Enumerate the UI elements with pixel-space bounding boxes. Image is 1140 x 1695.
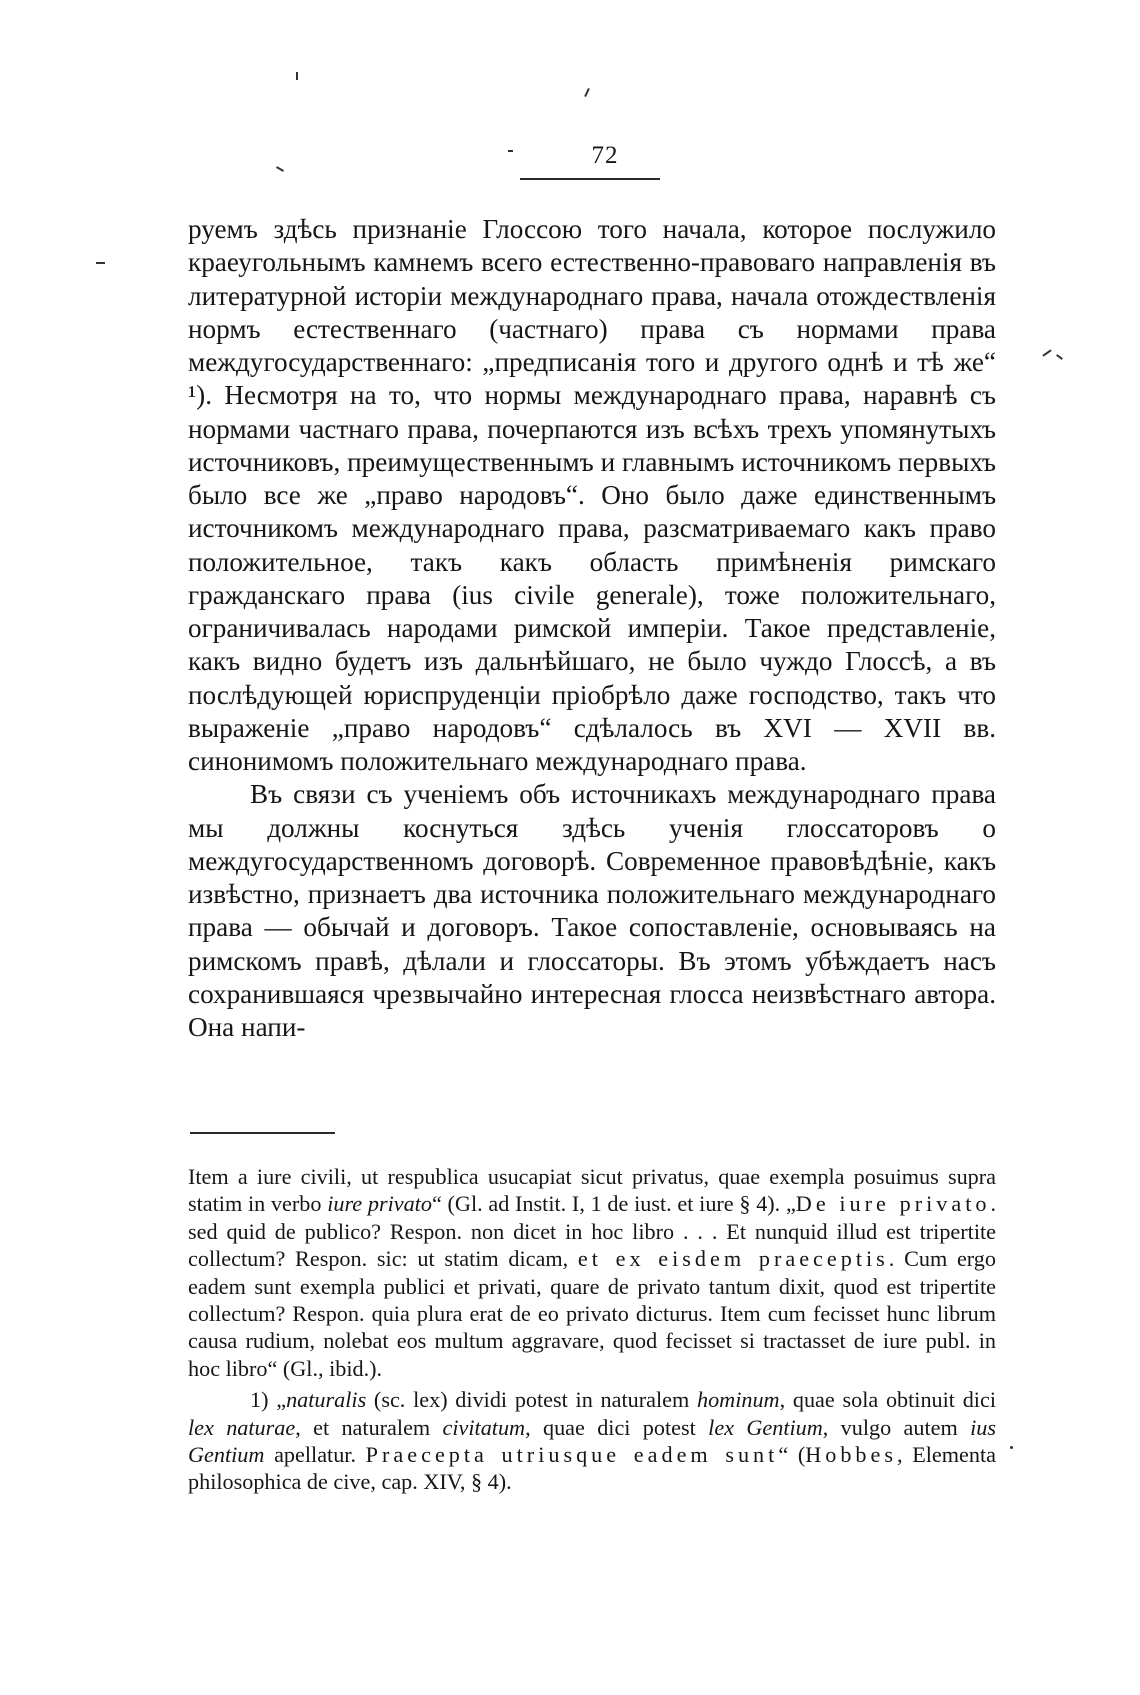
fn-marker: 1) „ xyxy=(250,1387,287,1413)
fn-text: . Cum ergo eadem sunt exempla publici et privati, quare de privato tantum dixit, quod est tripertite collectum? Respon. quia plura erat de eo privato dicturus. Item cum fecisset hunc librum causa rudium, nolebat eos multum aggravare, quod fecisset si tractasset de iure publ. in hoc libro“ (Gl., ibid.). xyxy=(188,1246,996,1381)
margin-mark xyxy=(296,72,298,80)
margin-mark xyxy=(508,150,513,152)
fn-text: , quae dici potest xyxy=(525,1414,709,1440)
main-text xyxy=(188,213,996,1044)
fn-text: (sc. lex) dividi potest in naturalem xyxy=(366,1387,697,1413)
fn-italic: naturalis xyxy=(286,1387,367,1413)
fn-italic: iure privato xyxy=(327,1191,432,1217)
fn-italic: hominum xyxy=(696,1387,780,1413)
fn-text: “ (Gl. ad Instit. I, 1 de iust. et iure § 4). „ xyxy=(431,1191,796,1217)
paragraph-2: Въ связи съ ученіемъ объ источникахъ международнаго права мы должны коснуться здѣсь ученія глоссаторовъ о междугосударственномъ договорѣ. Современное правовѣдѣніе, какъ извѣстно, признаетъ два источника положительнаго международнаго права — обычай и договоръ. Такое сопоставленіе, основываясь на римскомъ правѣ, дѣлали и глоссаторы. Въ этомъ убѣждаетъ насъ сохранившаяся чрезвычайно интересная глосса неизвѣстнаго автора. Она напи- xyxy=(188,779,996,1042)
margin-mark xyxy=(1010,1446,1013,1449)
fn-spaced: Praecepta utriusque eadem sunt xyxy=(365,1442,779,1468)
fn-italic: lex Gentium xyxy=(708,1414,823,1440)
fn-text: , vulgo autem xyxy=(822,1414,971,1440)
fn-spaced: Hobbes xyxy=(805,1442,898,1468)
fn-text: , quae sola obtinuit dici xyxy=(779,1387,996,1413)
margin-mark xyxy=(1042,349,1051,356)
fn-text: , Elementa philosophica de cive, cap. XIV, § 4). xyxy=(188,1442,996,1495)
paragraph-1: руемъ здѣсь признаніе Глоссою того начала, которое послужило краеугольнымъ камнемъ всего естественно-правоваго направленія въ литературной исторіи международнаго права, начала отождествленія нормъ естественнаго (частнаго) права съ нормами права междугосударственнаго: „предписанія того и другого однѣ и тѣ же“ ¹). Несмотря на то, что нормы международнаго права, наравнѣ съ нормами частнаго права, почерпаются изъ всѣхъ трехъ упомянутыхъ источниковъ, преимущественнымъ и главнымъ источникомъ первыхъ было все же „право народовъ“. Оно было даже единственнымъ источникомъ международнаго права, разсматриваемаго какъ право положительное, такъ какъ область примѣненія римскаго гражданскаго права (ius civile generale), тоже положительнаго, ограничивалась народами римской имперіи. Такое представленіе, какъ видно будетъ изъ дальнѣйшаго, не было чуждо Глоссѣ, а въ послѣдующей юриспруденціи пріобрѣло даже господство, такъ что выраженіе „право народовъ“ сдѣлалось въ XVI — XVII вв. синонимомъ положительнаго международнаго права. xyxy=(188,214,996,776)
margin-mark xyxy=(96,262,105,264)
margin-mark xyxy=(1056,354,1063,360)
fn-text: Item a iure civili, ut respublica usucapiat sicut privatus, quae exempla posuimus supra statim in verbo xyxy=(188,1164,996,1217)
page-number: 72 xyxy=(591,142,619,169)
fn-italic: civitatum xyxy=(442,1414,526,1440)
fn-italic: ius Gentium xyxy=(188,1414,996,1468)
footnote-1 xyxy=(188,1386,996,1496)
fn-spaced: et ex eisdem praeceptis xyxy=(577,1246,889,1272)
fn-spaced: De iure privato xyxy=(795,1191,991,1217)
header-rule xyxy=(520,178,660,180)
margin-mark xyxy=(584,88,590,97)
margin-mark xyxy=(276,166,284,172)
fn-italic: lex naturae xyxy=(188,1414,296,1440)
fn-text: “ ( xyxy=(778,1442,806,1468)
fn-text: apellatur. xyxy=(264,1442,366,1468)
footnotes xyxy=(188,1163,996,1496)
footnote-continued xyxy=(188,1163,996,1382)
footnote-rule xyxy=(190,1132,335,1134)
fn-text: . sed quid de publico? Respon. non dicet in hoc libro . . . Et nunquid illud est tripertite collectum? Respon. sic: ut statim dicam, xyxy=(188,1191,997,1272)
fn-text: , et naturalem xyxy=(295,1414,443,1440)
